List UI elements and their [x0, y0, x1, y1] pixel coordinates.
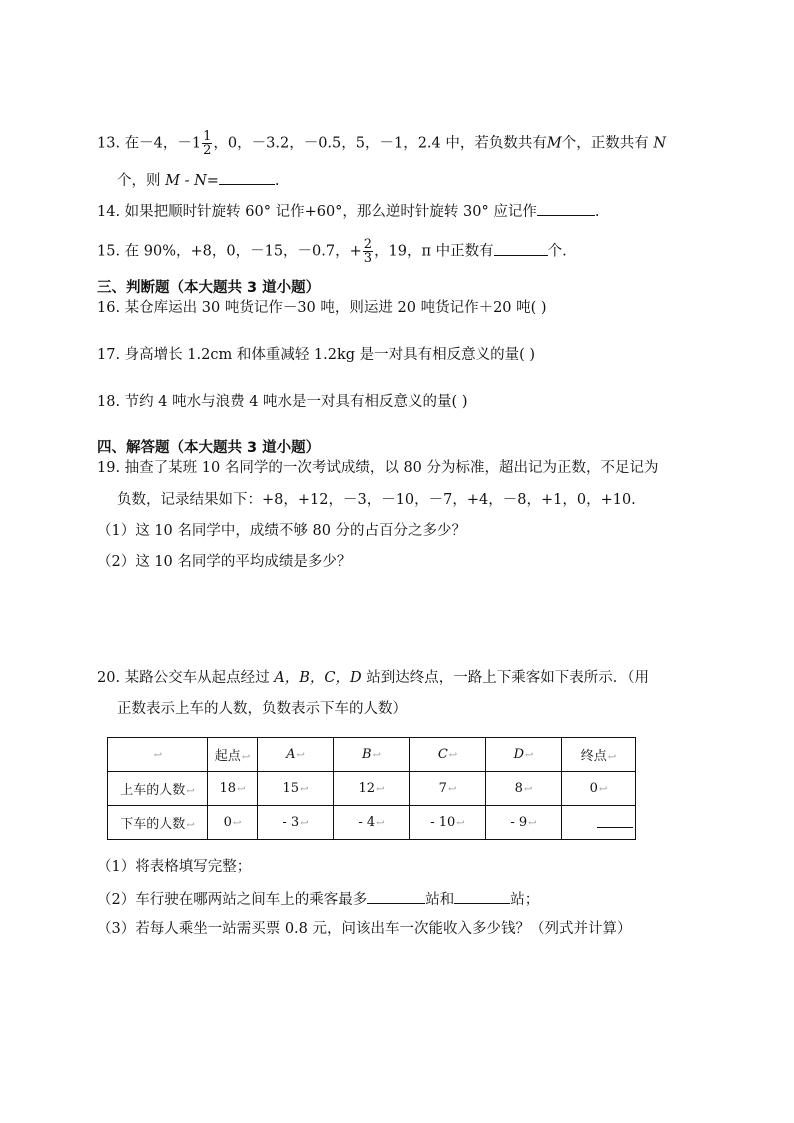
question-15 [97, 238, 567, 265]
section-3-heading: 三、判断题（本大题共 3 道小题） [97, 280, 321, 296]
question-20-sub-2 [97, 889, 539, 910]
passenger-table [107, 737, 636, 840]
table-cell: 8↩ [486, 772, 562, 806]
question-20-sub-1: （1）将表格填写完整； [97, 859, 252, 875]
question-19-line-2: 负数，记录结果如下：+8，+12，－3，－10，－7，+4，－8，+1，0，+10. [117, 492, 636, 508]
table-cell: 18↩ [208, 772, 258, 806]
q20-sub2-prefix: （2）车行驶在哪两站之间车上的乘客最多 [97, 892, 368, 908]
table-row-boarding [108, 772, 636, 806]
fraction-numerator: 2 [363, 237, 373, 252]
section-4-heading: 四、解答题（本大题共 3 道小题） [97, 440, 321, 456]
question-14 [97, 201, 599, 222]
question-17: 17. 身高增长 1.2cm 和体重减轻 1.2kg 是一对具有相反意义的量( ) [97, 347, 536, 363]
table-header-cell: ↩ [108, 738, 208, 772]
fraction-numerator: 1 [203, 129, 212, 144]
q20-line1-suffix: 站到达终点，一路上下乘客如下表所示．（用 [366, 670, 649, 686]
table-cell: 0↩ [208, 806, 258, 840]
q15-prefix: 15. 在 90%，+8，0，－15，－0.7，+ [97, 243, 362, 260]
question-19-sub-2: （2）这 10 名同学的平均成绩是多少？ [97, 554, 352, 570]
table-cell: - 9↩ [486, 806, 562, 840]
var-m: M [546, 135, 562, 152]
answer-blank-station-1[interactable] [367, 889, 425, 904]
row-label-boarding: 上车的人数↩ [108, 772, 208, 806]
q13-end: . [274, 173, 280, 189]
q15-rest: ，19，π 中正数有 [374, 243, 494, 260]
q20-stations: A，B，C，D [274, 670, 362, 686]
question-19-line-1: 19. 抽查了某班 10 名同学的一次考试成绩，以 80 分为标准，超出记为正数，不足记为 [97, 460, 659, 476]
fraction-two-thirds [363, 238, 373, 265]
table-header-cell: A↩ [258, 738, 334, 772]
question-20-line-1 [97, 668, 649, 688]
q14-end: . [594, 204, 600, 220]
q13-expression: M - N [165, 173, 207, 189]
q13-mid: 个，正数共有 [561, 135, 649, 152]
table-cell: 0↩ [562, 772, 636, 806]
table-cell: - 10↩ [410, 806, 486, 840]
q14-text: 14. 如果把顺时针旋转 60° 记作+60°，那么逆时针旋转 30° 应记作 [97, 204, 537, 220]
row-label-alighting: 下车的人数↩ [108, 806, 208, 840]
answer-blank-14[interactable] [537, 201, 595, 216]
q20-sub2-end: 站； [510, 892, 540, 908]
q20-sub2-mid: 站和 [425, 892, 455, 908]
var-n: N [653, 135, 667, 152]
table-header-cell: 终点↩ [562, 738, 636, 772]
question-13-line-2 [117, 170, 280, 191]
answer-blank-13[interactable] [219, 170, 275, 185]
table-cell: - 4↩ [334, 806, 410, 840]
answer-blank-terminal[interactable] [562, 806, 636, 840]
question-16: 16. 某仓库运出 30 吨货记作－30 吨，则运进 20 吨货记作＋20 吨( ) [97, 300, 547, 316]
table-cell: 12↩ [334, 772, 410, 806]
table-cell: 7↩ [410, 772, 486, 806]
question-20-line-2: 正数表示上车的人数，负数表示下车的人数） [117, 701, 407, 717]
question-19-sub-1: （1）这 10 名同学中，成绩不够 80 分的占百分之多少？ [97, 523, 467, 539]
table-cell: - 3↩ [258, 806, 334, 840]
table-cell: 15↩ [258, 772, 334, 806]
question-20-sub-3: （3）若每人乘坐一站需买票 0.8 元，问该出车一次能收入多少钱？（列式并计算） [97, 921, 632, 937]
q13-prefix: 13. 在－4，－1 [97, 135, 202, 152]
fraction-denominator: 3 [363, 251, 373, 266]
q20-line1-prefix: 20. 某路公交车从起点经过 [97, 670, 270, 686]
answer-blank-station-2[interactable] [454, 889, 510, 904]
question-18: 18. 节约 4 吨水与浪费 4 吨水是一对具有相反意义的量( ) [97, 394, 468, 410]
question-13-line-1 [97, 130, 666, 157]
terminal-alighting-blank[interactable] [597, 813, 633, 828]
q13-line2-prefix: 个，则 [117, 173, 161, 189]
table-header-cell: C↩ [410, 738, 486, 772]
table-header-row [108, 738, 636, 772]
table-header-cell: B↩ [334, 738, 410, 772]
fraction-one-half [202, 130, 212, 157]
q13-equals: = [206, 173, 219, 189]
q13-rest: ，0，－3.2，－0.5，5，－1，2.4 中，若负数共有 [213, 135, 547, 152]
table-header-cell: D↩ [486, 738, 562, 772]
table-header-cell: 起点↩ [208, 738, 258, 772]
fraction-denominator: 2 [203, 143, 212, 158]
table-row-alighting [108, 806, 636, 840]
answer-blank-15[interactable] [494, 241, 548, 256]
q15-end: 个. [547, 243, 567, 260]
